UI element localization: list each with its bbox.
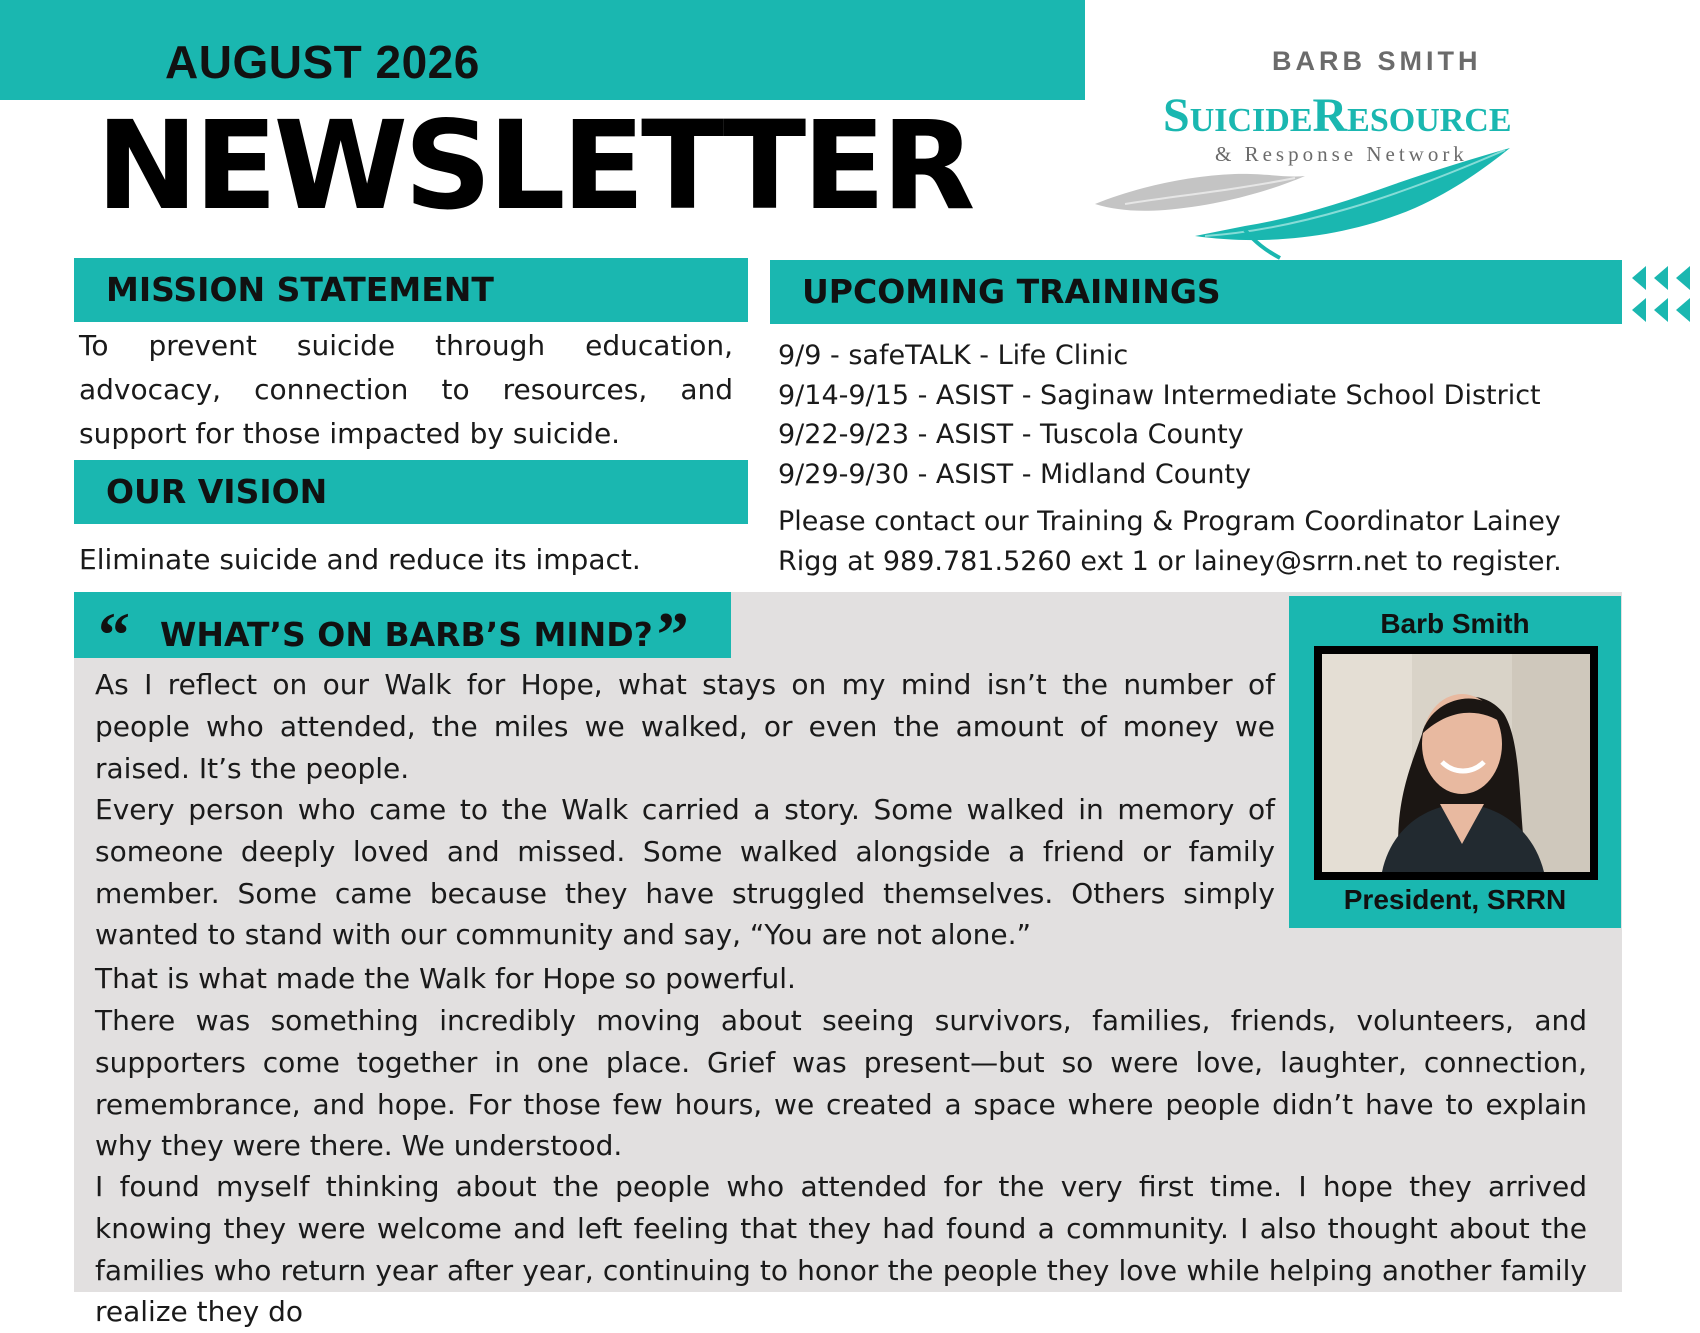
- mind-paragraph: Every person who came to the Walk carried a story. Some walked in memory of someone deeply loved and missed. Some walked alongside a friend or family member. Some came because they have struggled themselves. Others simply wanted to stand with our community and say, “You are not alone.”: [95, 793, 1275, 952]
- mind-paragraph: That is what made the Walk for Hope so powerful.: [95, 962, 796, 995]
- mind-paragraph: As I reflect on our Walk for Hope, what stays on my mind isn’t the number of people who attended, the miles we walked, or even the amount of money we raised. It’s the people.: [95, 668, 1275, 785]
- close-quote-icon: ”: [656, 599, 689, 670]
- mission-text: To prevent suicide through education, advocacy, connection to resources, and support for those impacted by suicide.: [79, 329, 733, 450]
- mind-paragraph: I found myself thinking about the people who attended for the very first time. I hope they arrived knowing they were welcome and left feeling that they had found a community. I also thought about the families who return year after year, continuing to honor the people they love while helping another family realize they do: [95, 1170, 1587, 1329]
- month-banner: [0, 0, 1085, 100]
- training-item: 9/22-9/23 - ASIST - Tuscola County: [778, 419, 1244, 450]
- training-item: 9/14-9/15 - ASIST - Saginaw Intermediate School District: [778, 379, 1541, 411]
- logo-top-text: BARB SMITH: [1272, 46, 1482, 76]
- logo-name: SuicideResource: [1163, 89, 1512, 142]
- profile-photo: [1314, 646, 1598, 880]
- barbs-mind-heading-text: WHAT’S ON BARB’S MIND?: [160, 615, 653, 654]
- training-item: 9/9 - safeTALK - Life Clinic: [778, 340, 1129, 371]
- training-contact: Please contact our Training & Program Coordinator Lainey Rigg at 989.781.5260 ext 1 or lainey@srrn.net to register.: [778, 506, 1562, 577]
- logo-subtitle: & Response Network: [1215, 142, 1468, 166]
- mission-heading: MISSION STATEMENT: [74, 258, 748, 322]
- vision-text: Eliminate suicide and reduce its impact.: [79, 543, 641, 576]
- newsletter-title: NEWSLETTER: [96, 95, 972, 237]
- profile-role: President, SRRN: [1343, 884, 1567, 915]
- open-quote-icon: “: [98, 599, 130, 670]
- training-item: 9/29-9/30 - ASIST - Midland County: [778, 458, 1252, 490]
- training-list: [778, 336, 1541, 494]
- issue-month: AUGUST 2026: [165, 36, 480, 88]
- arrow-triangles-icon: [1632, 264, 1700, 324]
- barbs-mind-heading: [74, 592, 731, 670]
- profile-name: Barb Smith: [1380, 608, 1530, 639]
- srrn-logo: [1095, 38, 1615, 248]
- trainings-heading: UPCOMING TRAININGS: [770, 260, 1622, 324]
- profile-card: [1289, 596, 1621, 928]
- mind-paragraph: There was something incredibly moving about seeing survivors, families, friends, volunteers, and supporters come together in one place. Grief was present—but so were love, laughter, connection, remembrance, and hope. For those few hours, we created a space where people didn’t have to explain why they were there. We understood.: [95, 1004, 1587, 1163]
- portrait-image: [1322, 654, 1590, 872]
- vision-heading: OUR VISION: [74, 460, 748, 524]
